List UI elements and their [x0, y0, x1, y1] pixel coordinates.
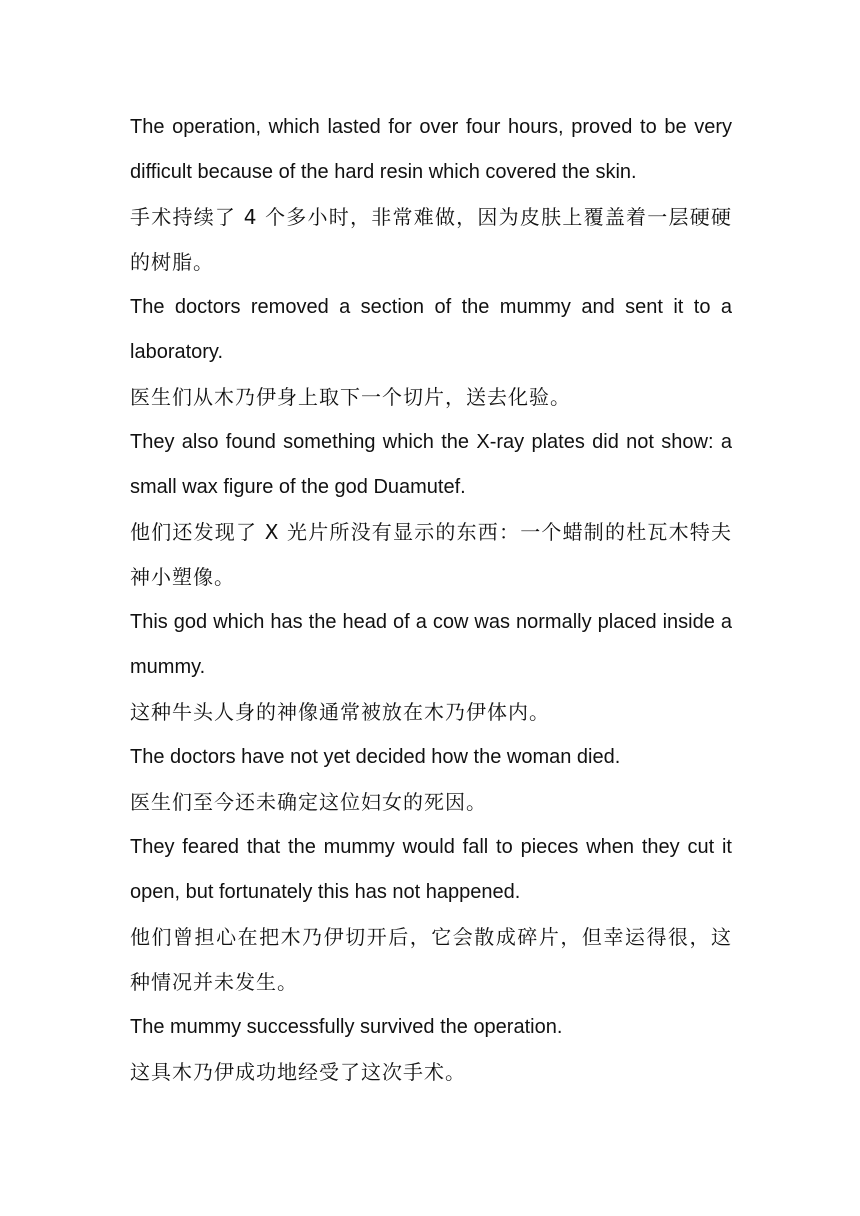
english-paragraph: The mummy successfully survived the operation. — [130, 1016, 563, 1038]
chinese-paragraph: 他们还发现了 X 光片所没有显示的东西：一个蜡制的杜瓦木特夫神小塑像。 — [130, 520, 732, 589]
bilingual-text-body — [130, 105, 732, 1095]
english-paragraph: They feared that the mummy would fall to pieces when they cut it open, but fortunately this has not happened. — [130, 836, 732, 903]
chinese-paragraph: 这种牛头人身的神像通常被放在木乃伊体内。 — [130, 700, 550, 724]
chinese-paragraph: 他们曾担心在把木乃伊切开后，它会散成碎片，但幸运得很，这种情况并未发生。 — [130, 925, 732, 994]
english-paragraph: This god which has the head of a cow was normally placed inside a mummy. — [130, 611, 732, 678]
chinese-paragraph: 手术持续了 4 个多小时，非常难做，因为皮肤上覆盖着一层硬硬的树脂。 — [130, 205, 732, 274]
english-paragraph: The doctors removed a section of the mummy and sent it to a laboratory. — [130, 296, 732, 363]
chinese-paragraph: 医生们至今还未确定这位妇女的死因。 — [130, 790, 487, 814]
chinese-paragraph: 这具木乃伊成功地经受了这次手术。 — [130, 1060, 466, 1084]
chinese-paragraph: 医生们从木乃伊身上取下一个切片，送去化验。 — [130, 385, 571, 409]
english-paragraph: The doctors have not yet decided how the woman died. — [130, 746, 621, 768]
english-paragraph: They also found something which the X-ray plates did not show: a small wax figure of the god Duamutef. — [130, 431, 732, 498]
english-paragraph: The operation, which lasted for over four hours, proved to be very difficult because of the hard resin which covered the skin. — [130, 116, 732, 183]
